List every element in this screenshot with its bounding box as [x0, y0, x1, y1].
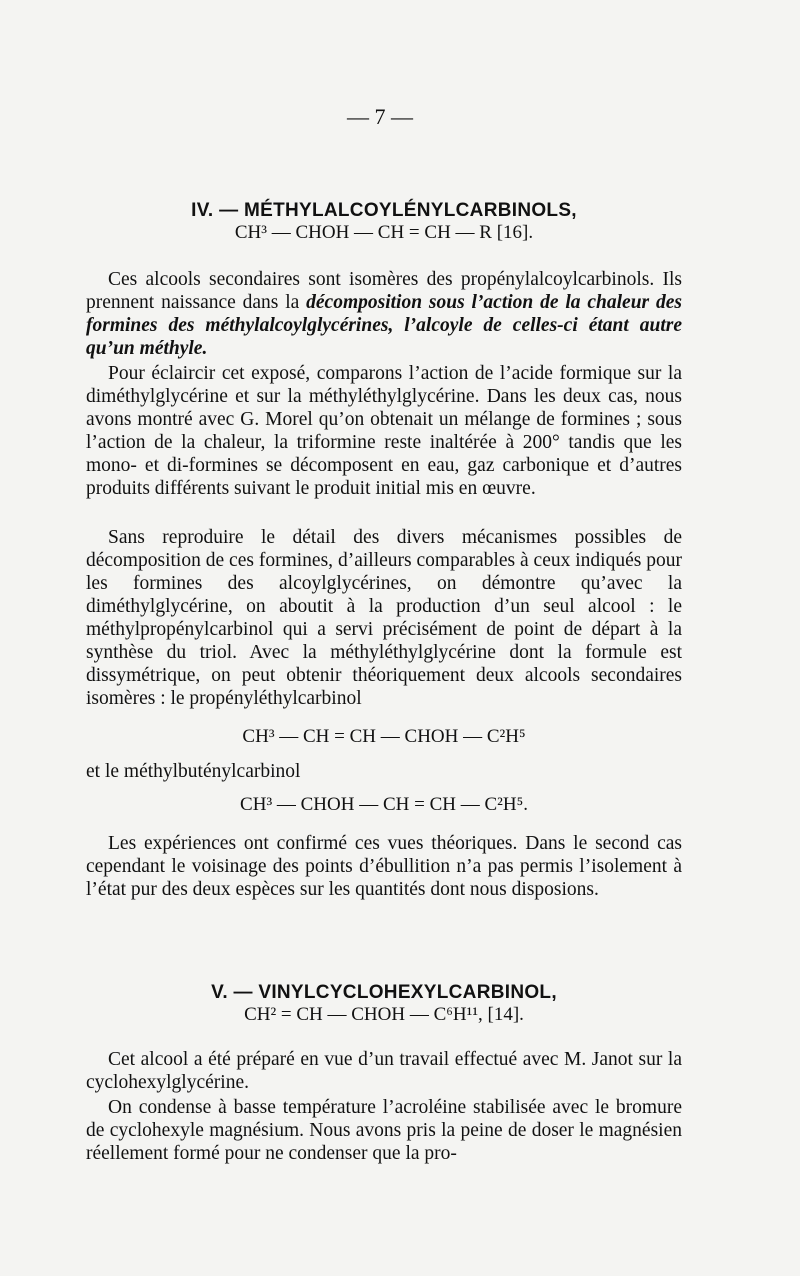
formula-propenylethylcarbinol: CH³ — CH = CH — CHOH — C²H⁵ [242, 726, 526, 747]
section-iv-paragraph-1 [86, 268, 682, 360]
section-iv-heading: IV. — MÉTHYLALCOYLÉNYLCARBINOLS, [191, 200, 577, 221]
paragraph-emphasis: décomposition sous l’action de la chaleur des formines des méthylalcoylglycérines, l’alcoyle de celles-ci étant autre qu’un méthyle. [86, 292, 682, 359]
section-iv-paragraph-4: et le méthylbuténylcarbinol [86, 761, 301, 782]
paragraph-text: Ces alcools secondaires sont isomères des propénylalcoylcarbinols. Ils prennent naissance dans la [86, 269, 682, 313]
formula-methylbutenylcarbinol: CH³ — CHOH — CH = CH — C²H⁵. [240, 794, 528, 815]
section-v-paragraph-1: Cet alcool a été préparé en vue d’un travail effectué avec M. Janot sur la cyclohexylglycérine. [86, 1049, 682, 1093]
section-iv-paragraph-2: Pour éclaircir cet exposé, comparons l’action de l’acide formique sur la diméthylglycérine et sur la méthyléthylglycérine. Dans les deux cas, nous avons montré avec G. Morel qu’on obtenait un mélange de formines ; sous l’action de la chaleur, la triformine reste inaltérée à 200° tandis que les mono- et di-formines se décomposent en eau, gaz carbonique et d’autres produits différents suivant le produit initial mis en œuvre. [86, 363, 682, 499]
section-iv-paragraph-5: Les expériences ont confirmé ces vues théoriques. Dans le second cas cependant le voisinage des points d’ébullition n’a pas permis l’isolement à l’état pur des deux espèces sur les quantités dont nous disposions. [86, 833, 682, 900]
page-number: — 7 — [347, 104, 413, 129]
section-v-formula: CH² = CH — CHOH — C⁶H¹¹, [14]. [244, 1004, 524, 1025]
section-v-paragraph-2: On condense à basse température l’acroléine stabilisée avec le bromure de cyclohexyle magnésium. Nous avons pris la peine de doser le magnésien réellement formé pour ne condenser que la pro- [86, 1097, 682, 1164]
section-iv-paragraph-3: Sans reproduire le détail des divers mécanismes possibles de décomposition de ces formines, d’ailleurs comparables à ceux indiqués pour les formines des alcoylglycérines, on démontre qu’avec la diméthylglycérine, on aboutit à la production d’un seul alcool : le méthylpropénylcarbinol qui a servi précisément de point de départ à la synthèse du triol. Avec la méthyléthylglycérine dont la formule est dissymétrique, on peut obtenir théoriquement deux alcools secondaires isomères : le propényléthylcarbinol [86, 527, 682, 709]
section-v-heading: V. — VINYLCYCLOHEXYLCARBINOL, [211, 982, 557, 1003]
section-iv-formula: CH³ — CHOH — CH = CH — R [16]. [234, 222, 534, 243]
